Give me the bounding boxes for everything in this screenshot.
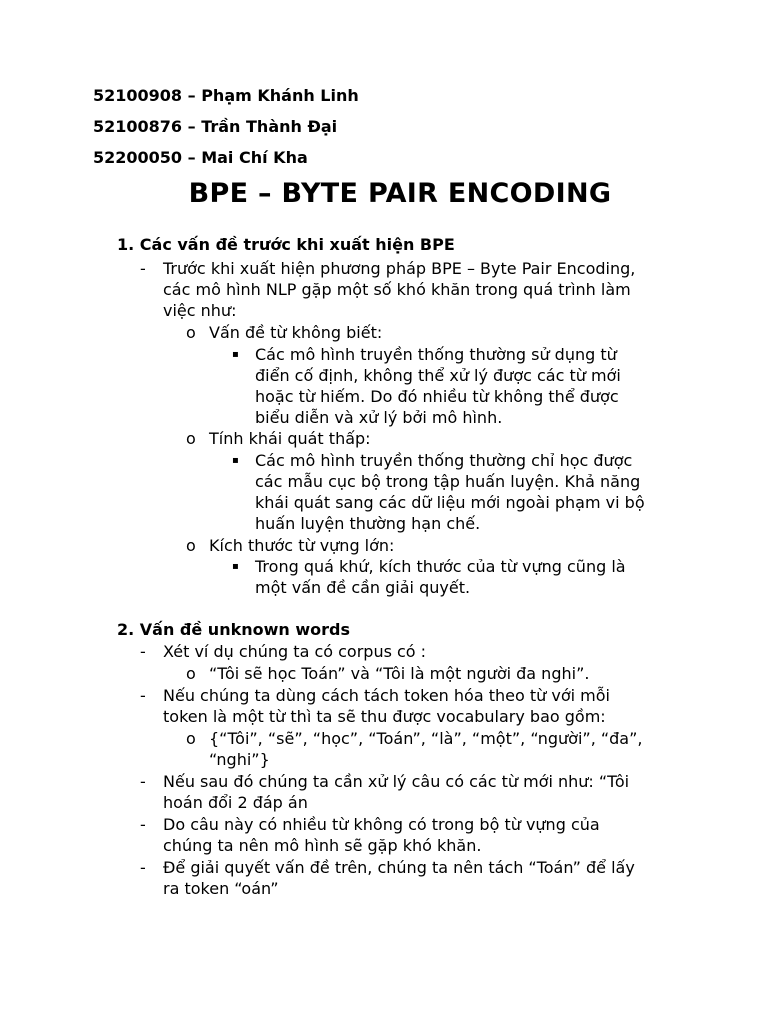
square-bullet: ▪ [232,349,239,360]
circle-bullet: o [186,323,196,342]
dash-bullet: - [140,686,146,705]
paragraph-line: Do câu này có nhiều từ không có trong bộ từ vựng của [163,815,600,834]
paragraph-line: Các mô hình truyền thống thường chỉ học được [255,451,633,470]
author-line: 52100908 – Phạm Khánh Linh [93,86,359,105]
paragraph-line: chúng ta nên mô hình sẽ gặp khó khăn. [163,836,482,855]
paragraph-line: Để giải quyết vấn đề trên, chúng ta nên tách “Toán” để lấy [163,858,635,877]
paragraph-line: khái quát sang các dữ liệu mới ngoài phạm vi bộ [255,493,645,512]
vocabulary-line: {“Tôi”, “sẽ”, “học”, “Toán”, “là”, “một”, “người”, “đa”, [209,729,643,748]
paragraph-line: biểu diễn và xử lý bởi mô hình. [255,408,503,427]
paragraph-line: Xét ví dụ chúng ta có corpus có : [163,642,427,661]
dash-bullet: - [140,642,146,661]
paragraph-line: việc như: [163,301,237,320]
document-title: BPE – BYTE PAIR ENCODING [188,178,612,209]
circle-bullet: o [186,729,196,748]
author-line: 52100876 – Trần Thành Đại [93,117,338,136]
paragraph-line: Nếu chúng ta dùng cách tách token hóa theo từ với mỗi [163,686,610,705]
paragraph-line: Trước khi xuất hiện phương pháp BPE – Byte Pair Encoding, [163,259,636,278]
author-line: 52200050 – Mai Chí Kha [93,148,308,167]
vocabulary-line: “nghi”} [209,750,270,769]
paragraph-line: hoán đổi 2 đáp án [163,793,308,812]
sub-item-title: Kích thước từ vựng lớn: [209,536,395,555]
paragraph-line: các mẫu cục bộ trong tập huấn luyện. Khả năng [255,472,641,491]
paragraph-line: các mô hình NLP gặp một số khó khăn trong quá trình làm [163,280,631,299]
paragraph-line: điển cố định, không thể xử lý được các từ mới [255,366,621,385]
paragraph-line: Trong quá khứ, kích thước của từ vựng cũng là [255,557,626,576]
dash-bullet: - [140,858,146,877]
dash-bullet: - [140,772,146,791]
circle-bullet: o [186,664,196,683]
section-heading: 1. Các vấn đề trước khi xuất hiện BPE [117,235,455,254]
paragraph-line: Các mô hình truyền thống thường sử dụng từ [255,345,617,364]
paragraph-line: token là một từ thì ta sẽ thu được vocabulary bao gồm: [163,707,606,726]
square-bullet: ▪ [232,561,239,572]
paragraph-line: hoặc từ hiếm. Do đó nhiều từ không thể được [255,387,619,406]
paragraph-line: một vấn đề cần giải quyết. [255,578,471,597]
corpus-example: “Tôi sẽ học Toán” và “Tôi là một người đa nghi”. [209,664,590,683]
sub-item-title: Tính khái quát thấp: [209,429,371,448]
sub-item-title: Vấn đề từ không biết: [209,323,383,342]
square-bullet: ▪ [232,455,239,466]
section-heading: 2. Vấn đề unknown words [117,620,350,639]
paragraph-line: Nếu sau đó chúng ta cần xử lý câu có các từ mới như: “Tôi [163,772,630,791]
paragraph-line: huấn luyện thường hạn chế. [255,514,481,533]
dash-bullet: - [140,259,146,278]
circle-bullet: o [186,536,196,555]
paragraph-line: ra token “oán” [163,879,279,898]
circle-bullet: o [186,429,196,448]
dash-bullet: - [140,815,146,834]
